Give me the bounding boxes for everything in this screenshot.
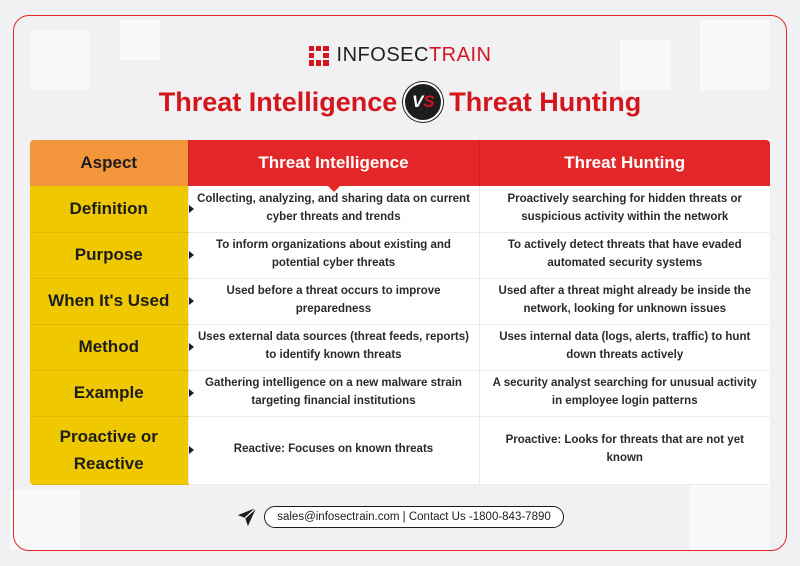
row-aspect: Method <box>30 324 188 370</box>
row-threat-hunting: Proactive: Looks for threats that are not yet known <box>479 416 770 484</box>
header-threat-intelligence: Threat Intelligence <box>188 140 479 186</box>
table-header-row <box>30 140 770 186</box>
row-threat-intelligence: Gathering intelligence on a new malware strain targeting financial institutions <box>188 370 479 416</box>
row-aspect: Example <box>30 370 188 416</box>
table-row <box>30 370 770 416</box>
table-row <box>30 278 770 324</box>
row-threat-intelligence: Used before a threat occurs to improve preparedness <box>188 278 479 324</box>
row-threat-hunting: To actively detect threats that have evaded automated security systems <box>479 232 770 278</box>
brand-logo <box>0 44 800 67</box>
brand-name <box>337 44 492 67</box>
row-threat-intelligence: Collecting, analyzing, and sharing data on current cyber threats and trends <box>188 186 479 232</box>
row-aspect: Purpose <box>30 232 188 278</box>
header-aspect: Aspect <box>30 140 188 186</box>
row-aspect: Proactive or Reactive <box>30 416 188 484</box>
table-row <box>30 232 770 278</box>
comparison-table <box>30 140 770 485</box>
row-threat-hunting: A security analyst searching for unusual activity in employee login patterns <box>479 370 770 416</box>
table-row <box>30 324 770 370</box>
table-row <box>30 416 770 484</box>
vs-letter-v: V <box>411 92 424 111</box>
row-aspect: When It's Used <box>30 278 188 324</box>
row-aspect: Definition <box>30 186 188 232</box>
contact-bar <box>0 506 800 528</box>
title-left: Threat Intelligence <box>158 86 398 117</box>
row-threat-hunting: Uses internal data (logs, alerts, traffic) to hunt down threats actively <box>479 324 770 370</box>
page-title <box>0 82 800 122</box>
row-threat-intelligence: To inform organizations about existing and potential cyber threats <box>188 232 479 278</box>
row-threat-hunting: Proactively searching for hidden threats or suspicious activity within the network <box>479 186 770 232</box>
row-threat-intelligence: Reactive: Focuses on known threats <box>188 416 479 484</box>
header-threat-hunting: Threat Hunting <box>479 140 770 186</box>
vs-letter-s: S <box>423 92 435 111</box>
table-row <box>30 186 770 232</box>
row-threat-intelligence: Uses external data sources (threat feeds, reports) to identify known threats <box>188 324 479 370</box>
brand-name-red: TRAIN <box>428 44 492 66</box>
brand-name-dark: INFOSEC <box>336 44 429 66</box>
row-threat-hunting: Used after a threat might already be inside the network, looking for unknown issues <box>479 278 770 324</box>
send-icon <box>236 506 258 528</box>
vs-badge-icon <box>403 82 443 122</box>
contact-info[interactable]: sales@infosectrain.com | Contact Us -1800-843-7890 <box>264 506 564 528</box>
title-right: Threat Hunting <box>449 86 642 117</box>
brand-logo-icon <box>309 46 329 66</box>
